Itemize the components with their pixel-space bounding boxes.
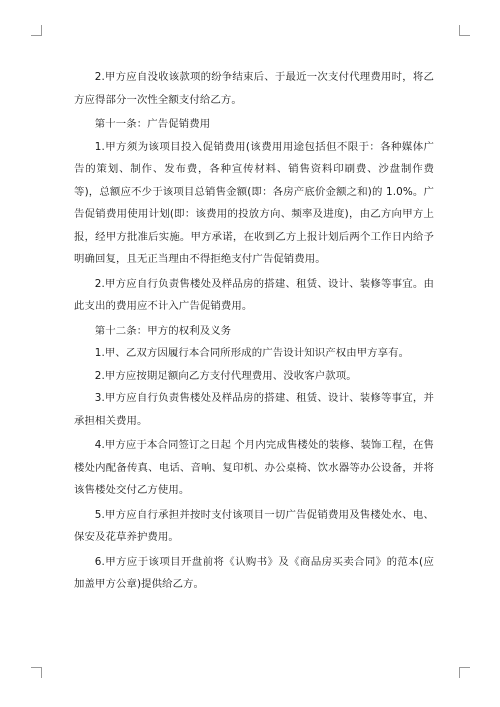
paragraph-article10-item2: 2.甲方应自没收该款项的纷争结束后、于最近一次支付代理费用时，将乙方应得部分一次性全额支付给乙方。: [74, 71, 434, 106]
paragraph-article12-item2: 2.甲方应按期足额向乙方支付代理费用、没收客户款项。: [94, 369, 357, 382]
heading-article-12: 第十二条：甲方的权利及义务: [94, 324, 232, 337]
document-body: [74, 66, 434, 596]
paragraph-article12-item6: 6.甲方应于该项目开盘前将《认购书》及《商品房买卖合同》的范本(应加盖甲方公章)提供给乙方。: [74, 555, 434, 590]
crop-mark-bottom-left: [31, 667, 42, 678]
crop-mark-bottom-right: [459, 667, 470, 678]
crop-mark-top-right: [459, 25, 470, 36]
crop-mark-top-left: [31, 25, 42, 36]
paragraph-article12-item4: 4.甲方应于本合同签订之日起 个月内完成售楼处的装修、装饰工程，在售楼处内配备传真、电话、音响、复印机、办公桌椅、饮水器等办公设备，并将该售楼处交付乙方使用。: [74, 439, 434, 496]
paragraph-article11-item2: 2.甲方应自行负责售楼处及样品房的搭建、租赁、设计、装修等事宜。由此支出的费用应不计入广告促销费用。: [74, 277, 434, 312]
paragraph-article12-item3: 3.甲方应自行负责售楼处及样品房的搭建、租赁、设计、装修等事宜，并承担相关费用。: [74, 392, 434, 427]
heading-article-11: 第十一条：广告促销费用: [94, 118, 211, 130]
paragraph-article12-item1: 1.甲、乙双方因履行本合同所形成的广告设计知识产权由甲方享有。: [94, 347, 410, 359]
paragraph-article11-item1: 1.甲方须为该项目投入促销费用(该费用用途包括但不限于：各种媒体广告的策划、制作、发布费，各种宣传材料、销售资料印刷费、沙盘制作费等)，总额应不少于该项目总销售金额(即：各房产底价金额之和)的 1.0%。广告促销费用使用计划(即：该费用的投放方向、频率及进度)，由乙方向甲方上报，经甲方批准后实施。甲方承诺，在收到乙方上报计划后两个工作日内给予明确回复，且无正当理由不得拒绝支付广告促销费用。: [74, 140, 434, 265]
paragraph-article12-item5: 5.甲方应自行承担并按时支付该项目一切广告促销费用及售楼处水、电、保安及花草养护费用。: [74, 508, 434, 543]
